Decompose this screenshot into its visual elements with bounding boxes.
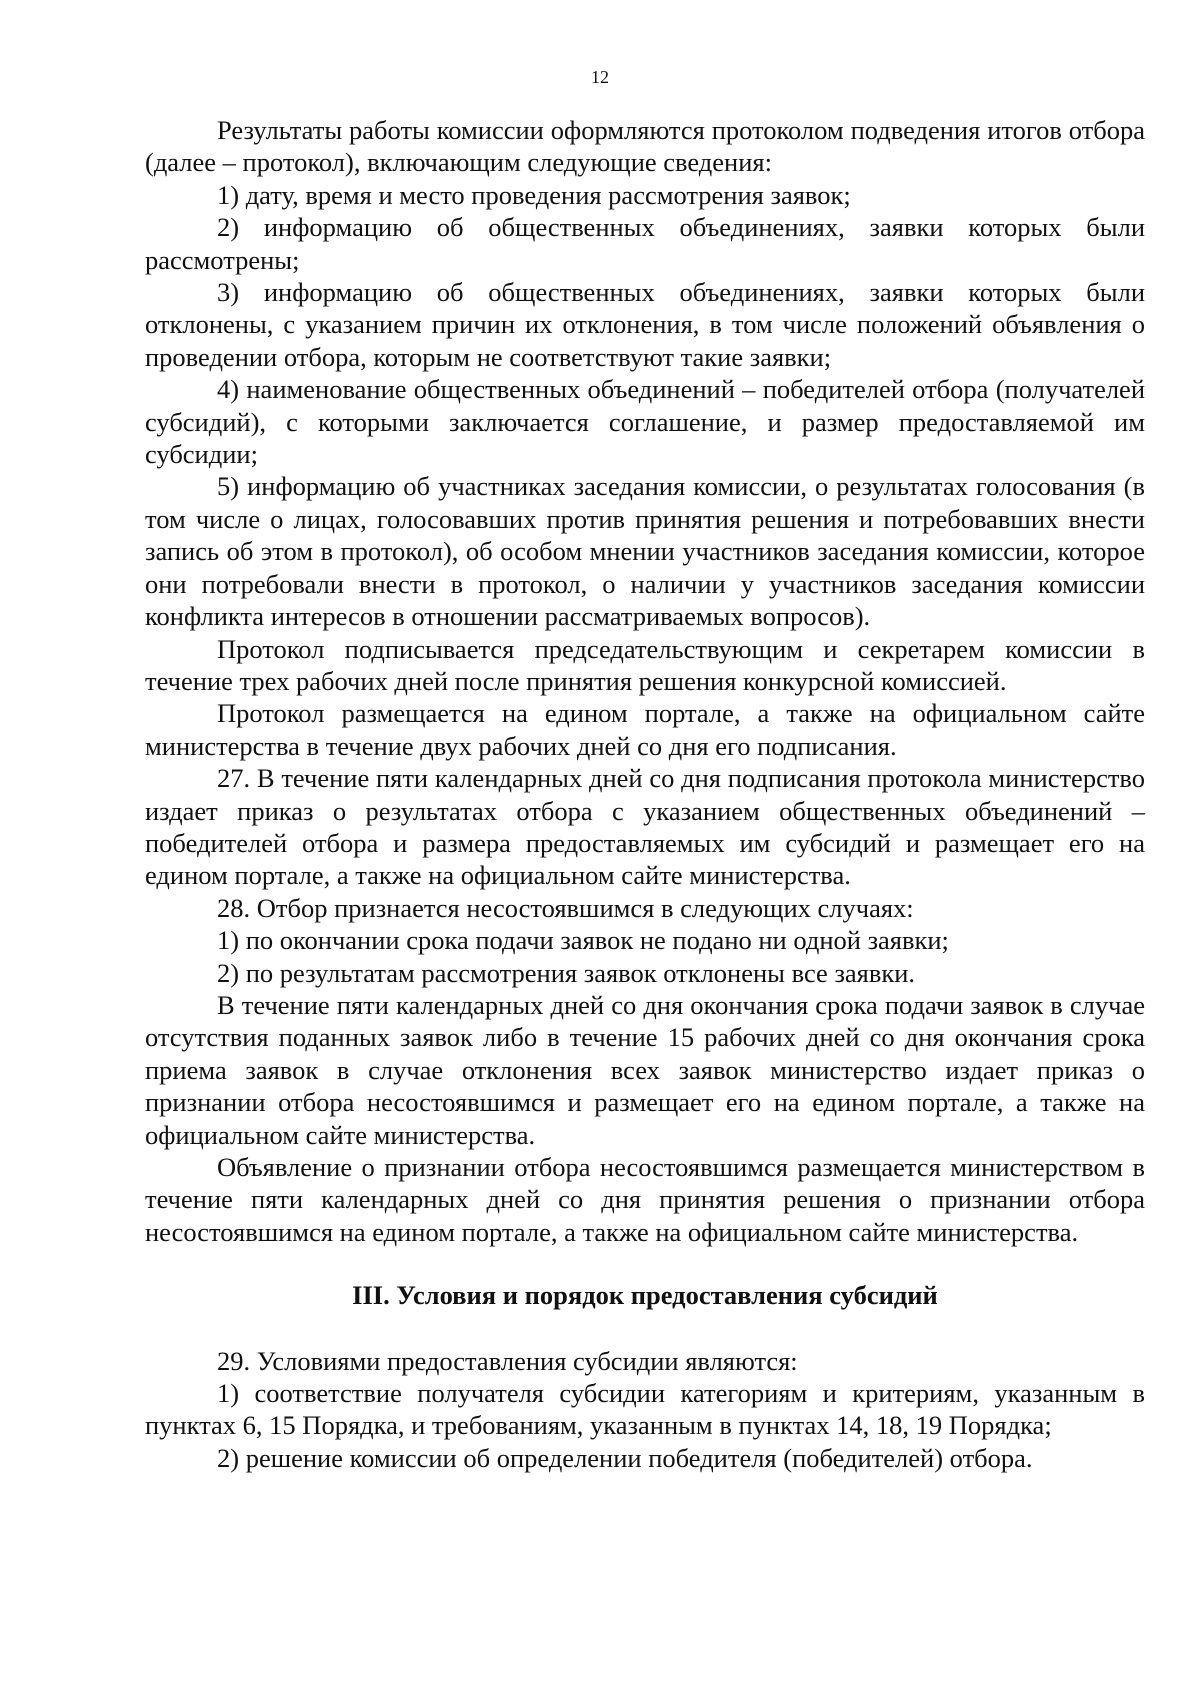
paragraph: Протокол подписывается председательствующим и секретарем комиссии в течение трех рабочих дней после принятия решения конкурсной комиссией.: [145, 633, 1145, 696]
paragraph: Протокол размещается на едином портале, а также на официальном сайте министерства в течение двух рабочих дней со дня его подписания.: [145, 698, 1145, 761]
list-item: 5) информацию об участниках заседания комиссии, о результатах голосования (в том числе о лицах, голосовавших против принятия решения и потребовавших внести запись об этом в протокол), об особом мнении участников заседания комиссии, которое они потребовали внести в протокол, о наличии у участников заседания комиссии конфликта интересов в отношении рассматриваемых вопросов).: [145, 471, 1145, 632]
list-item: 1) дату, время и место проведения рассмотрения заявок;: [217, 179, 851, 210]
list-item: 2) информацию об общественных объединениях, заявки которых были рассмотрены;: [145, 212, 1145, 275]
document-body: [145, 114, 1145, 1474]
clause-27: 27. В течение пяти календарных дней со дня подписания протокола министерство издает приказ о результатах отбора с указанием общественных объединений – победителей отбора и размера предоставляемых им субсидий и размещает его на едином портале, а также на официальном сайте министерства.: [145, 763, 1145, 891]
list-item: 1) по окончании срока подачи заявок не подано ни одной заявки;: [217, 925, 949, 956]
paragraph: Объявление о признании отбора несостоявшимся размещается министерством в течение пяти календарных дней со дня принятия решения о признании отбора несостоявшимся на едином портале, а также на официальном сайте министерства.: [145, 1152, 1145, 1247]
list-item: 3) информацию об общественных объединениях, заявки которых были отклонены, с указанием причин их отклонения, в том числе положений объявления о проведении отбора, которым не соответствуют такие заявки;: [145, 277, 1145, 372]
section-heading: III. Условия и порядок предоставления субсидий: [352, 1280, 938, 1311]
clause-29: 29. Условиями предоставления субсидии являются:: [217, 1345, 798, 1376]
list-item: 2) решение комиссии об определении победителя (победителей) отбора.: [217, 1442, 1033, 1473]
paragraph: Результаты работы комиссии оформляются протоколом подведения итогов отбора (далее – протокол), включающим следующие сведения:: [145, 115, 1145, 178]
clause-28: 28. Отбор признается несостоявшимся в следующих случаях:: [217, 892, 914, 923]
list-item: 2) по результатам рассмотрения заявок отклонены все заявки.: [217, 957, 916, 988]
list-item: 1) соответствие получателя субсидии категориям и критериям, указанным в пунктах 6, 15 Порядка, и требованиям, указанным в пунктах 14, 18, 19 Порядка;: [145, 1378, 1145, 1441]
page-number: 12: [591, 67, 609, 87]
list-item: 4) наименование общественных объединений – победителей отбора (получателей субсидий), с которыми заключается соглашение, и размер предоставляемой им субсидии;: [145, 374, 1145, 470]
paragraph: В течение пяти календарных дней со дня окончания срока подачи заявок в случае отсутствия поданных заявок либо в течение 15 рабочих дней со дня окончания срока приема заявок в случае отклонения всех заявок министерство издает приказ о признании отбора несостоявшимся и размещает его на едином портале, а также на официальном сайте министерства.: [145, 989, 1145, 1150]
